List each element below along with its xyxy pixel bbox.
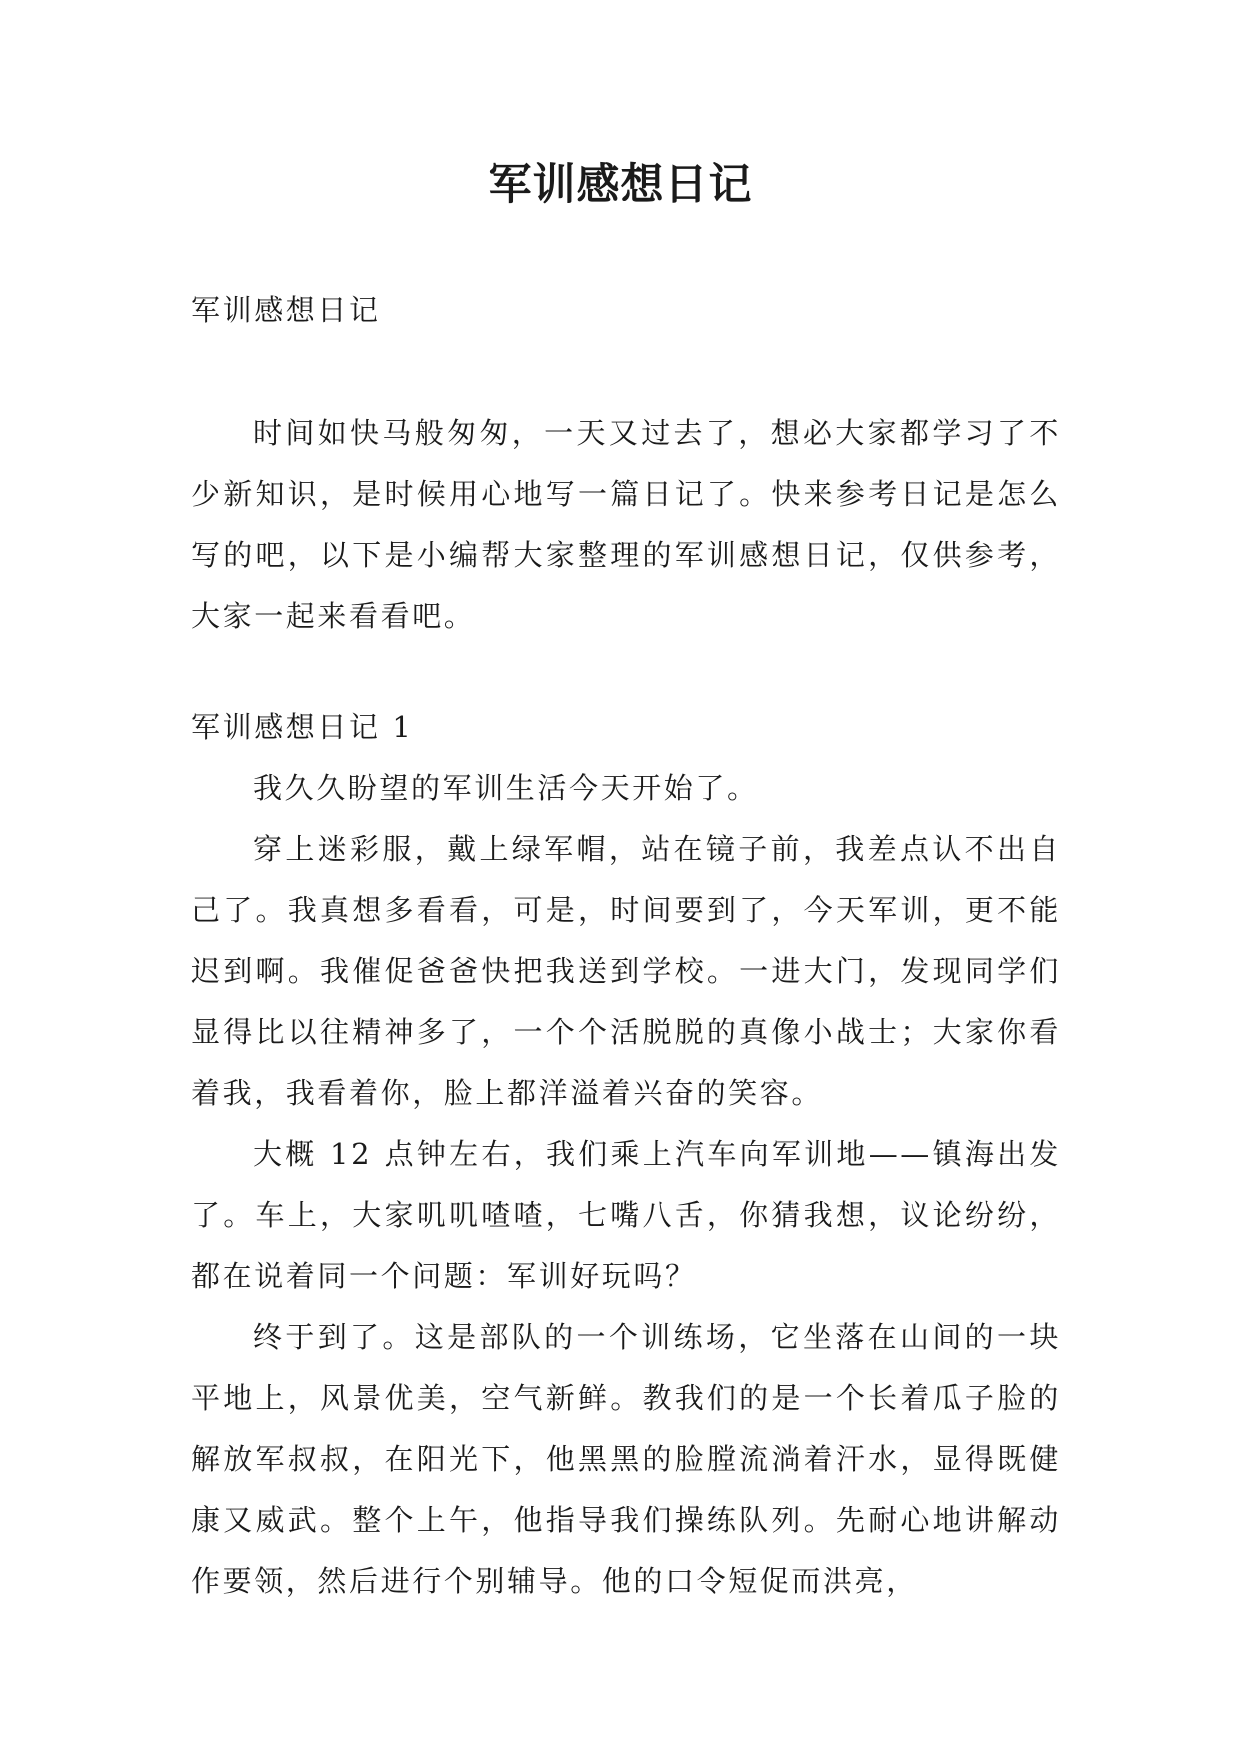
document-subtitle: 军训感想日记 [191,293,381,327]
article-paragraph: 我久久盼望的军训生活今天开始了。 [253,771,759,805]
intro-paragraph: 时间如快马般匆匆，一天又过去了，想必大家都学习了不少新知识，是时候用心地写一篇日记了。快来参考日记是怎么写的吧，以下是小编帮大家整理的军训感想日记，仅供参考，大家一起来看看吧。 [191,416,1061,633]
document-title: 军训感想日记 [488,160,753,210]
article-paragraph: 终于到了。这是部队的一个训练场，它坐落在山间的一块平地上，风景优美，空气新鲜。教我们的是一个长着瓜子脸的解放军叔叔，在阳光下，他黑黑的脸膛流淌着汗水，显得既健康又威武。整个上午，他指导我们操练队列。先耐心地讲解动作要领，然后进行个别辅导。他的口令短促而洪亮， [191,1320,1061,1598]
article-paragraph: 穿上迷彩服，戴上绿军帽，站在镜子前，我差点认不出自己了。我真想多看看，可是，时间要到了，今天军训，更不能迟到啊。我催促爸爸快把我送到学校。一进大门，发现同学们显得比以往精神多了，一个个活脱脱的真像小战士；大家你看着我，我看着你，脸上都洋溢着兴奋的笑容。 [191,832,1061,1110]
article-paragraph: 大概 12 点钟左右，我们乘上汽车向军训地——镇海出发了。车上，大家叽叽喳喳，七嘴八舌，你猜我想，议论纷纷，都在说着同一个问题：军训好玩吗？ [191,1137,1061,1293]
article-heading: 军训感想日记 1 [191,710,414,744]
article-section [191,696,1061,1612]
